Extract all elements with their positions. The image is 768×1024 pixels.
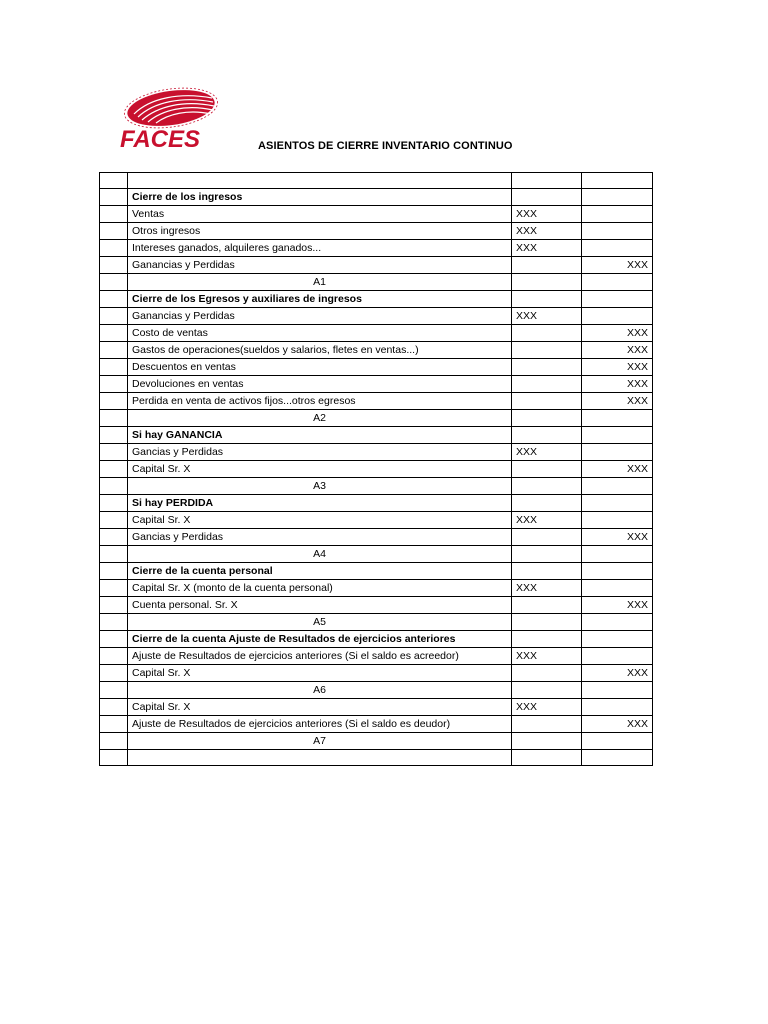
journal-entry-row bbox=[100, 240, 653, 257]
row-number-cell bbox=[100, 189, 128, 206]
debit-cell bbox=[512, 750, 582, 766]
debit-cell: XXX bbox=[512, 206, 582, 223]
credit-cell bbox=[582, 478, 653, 495]
account-description: Ventas bbox=[128, 206, 512, 223]
debit-cell: XXX bbox=[512, 648, 582, 665]
section-header-row bbox=[100, 291, 653, 308]
row-number-cell bbox=[100, 716, 128, 733]
section-header-row bbox=[100, 631, 653, 648]
debit-cell bbox=[512, 682, 582, 699]
debit-cell bbox=[512, 563, 582, 580]
credit-cell bbox=[582, 274, 653, 291]
row-number-cell bbox=[100, 563, 128, 580]
journal-entry-row bbox=[100, 461, 653, 478]
debit-cell: XXX bbox=[512, 223, 582, 240]
journal-entry-row bbox=[100, 257, 653, 274]
entry-label-row bbox=[100, 614, 653, 631]
section-header-row bbox=[100, 563, 653, 580]
debit-cell: XXX bbox=[512, 699, 582, 716]
debit-cell bbox=[512, 274, 582, 291]
account-description: Cuenta personal. Sr. X bbox=[128, 597, 512, 614]
row-number-cell bbox=[100, 173, 128, 189]
debit-cell bbox=[512, 376, 582, 393]
debit-cell bbox=[512, 495, 582, 512]
journal-entry-row bbox=[100, 223, 653, 240]
journal-entry-row bbox=[100, 580, 653, 597]
row-number-cell bbox=[100, 750, 128, 766]
account-description: Capital Sr. X (monto de la cuenta personal) bbox=[128, 580, 512, 597]
row-number-cell bbox=[100, 495, 128, 512]
debit-cell: XXX bbox=[512, 444, 582, 461]
faces-logo bbox=[120, 86, 220, 156]
journal-entry-row bbox=[100, 529, 653, 546]
credit-cell: XXX bbox=[582, 461, 653, 478]
debit-cell: XXX bbox=[512, 580, 582, 597]
entry-label-row bbox=[100, 733, 653, 750]
debit-cell bbox=[512, 325, 582, 342]
account-description: Gastos de operaciones(sueldos y salarios, fletes en ventas...) bbox=[128, 342, 512, 359]
account-description: Perdida en venta de activos fijos...otros egresos bbox=[128, 393, 512, 410]
faces-logo-emblem-icon bbox=[120, 86, 220, 130]
row-number-cell bbox=[100, 733, 128, 750]
credit-cell bbox=[582, 206, 653, 223]
entry-label: A3 bbox=[128, 478, 512, 495]
row-number-cell bbox=[100, 308, 128, 325]
row-number-cell bbox=[100, 291, 128, 308]
debit-cell bbox=[512, 665, 582, 682]
credit-cell: XXX bbox=[582, 393, 653, 410]
entry-label-row bbox=[100, 410, 653, 427]
credit-cell bbox=[582, 699, 653, 716]
credit-cell bbox=[582, 223, 653, 240]
journal-entry-row bbox=[100, 597, 653, 614]
credit-cell bbox=[582, 291, 653, 308]
credit-cell: XXX bbox=[582, 325, 653, 342]
debit-cell bbox=[512, 631, 582, 648]
account-description: Gancias y Perdidas bbox=[128, 444, 512, 461]
section-header: Cierre de la cuenta personal bbox=[128, 563, 512, 580]
journal-table-body bbox=[100, 173, 653, 766]
row-number-cell bbox=[100, 410, 128, 427]
row-number-cell bbox=[100, 699, 128, 716]
credit-cell bbox=[582, 580, 653, 597]
debit-cell bbox=[512, 410, 582, 427]
credit-cell bbox=[582, 495, 653, 512]
debit-cell bbox=[512, 359, 582, 376]
row-number-cell bbox=[100, 682, 128, 699]
entry-label: A4 bbox=[128, 546, 512, 563]
credit-cell: XXX bbox=[582, 257, 653, 274]
credit-cell bbox=[582, 444, 653, 461]
blank-cell bbox=[128, 750, 512, 766]
row-number-cell bbox=[100, 223, 128, 240]
credit-cell bbox=[582, 631, 653, 648]
row-number-cell bbox=[100, 359, 128, 376]
credit-cell bbox=[582, 750, 653, 766]
credit-cell bbox=[582, 682, 653, 699]
credit-cell: XXX bbox=[582, 359, 653, 376]
section-header-row bbox=[100, 495, 653, 512]
section-header: Cierre de los ingresos bbox=[128, 189, 512, 206]
credit-cell bbox=[582, 512, 653, 529]
debit-cell bbox=[512, 393, 582, 410]
credit-cell bbox=[582, 648, 653, 665]
row-number-cell bbox=[100, 461, 128, 478]
journal-entry-row bbox=[100, 206, 653, 223]
section-header-row bbox=[100, 189, 653, 206]
credit-cell: XXX bbox=[582, 716, 653, 733]
credit-cell bbox=[582, 427, 653, 444]
account-description: Capital Sr. X bbox=[128, 699, 512, 716]
account-description: Descuentos en ventas bbox=[128, 359, 512, 376]
credit-cell bbox=[582, 308, 653, 325]
entry-label: A1 bbox=[128, 274, 512, 291]
journal-entry-row bbox=[100, 444, 653, 461]
entry-label: A2 bbox=[128, 410, 512, 427]
credit-cell bbox=[582, 189, 653, 206]
row-number-cell bbox=[100, 614, 128, 631]
entry-label: A7 bbox=[128, 733, 512, 750]
row-number-cell bbox=[100, 325, 128, 342]
section-header: Cierre de los Egresos y auxiliares de ingresos bbox=[128, 291, 512, 308]
debit-cell bbox=[512, 546, 582, 563]
account-description: Ajuste de Resultados de ejercicios anteriores (Si el saldo es deudor) bbox=[128, 716, 512, 733]
debit-cell: XXX bbox=[512, 240, 582, 257]
account-description: Gancias y Perdidas bbox=[128, 529, 512, 546]
journal-entry-row bbox=[100, 512, 653, 529]
entry-label: A6 bbox=[128, 682, 512, 699]
journal-entry-row bbox=[100, 308, 653, 325]
debit-cell: XXX bbox=[512, 308, 582, 325]
row-number-cell bbox=[100, 631, 128, 648]
row-number-cell bbox=[100, 444, 128, 461]
document-title: ASIENTOS DE CIERRE INVENTARIO CONTINUO bbox=[258, 140, 513, 152]
journal-entry-row bbox=[100, 716, 653, 733]
credit-cell: XXX bbox=[582, 665, 653, 682]
credit-cell bbox=[582, 240, 653, 257]
account-description: Capital Sr. X bbox=[128, 461, 512, 478]
row-number-cell bbox=[100, 427, 128, 444]
blank-cell bbox=[128, 173, 512, 189]
row-number-cell bbox=[100, 478, 128, 495]
row-number-cell bbox=[100, 665, 128, 682]
row-number-cell bbox=[100, 580, 128, 597]
account-description: Otros ingresos bbox=[128, 223, 512, 240]
debit-cell bbox=[512, 189, 582, 206]
debit-cell bbox=[512, 597, 582, 614]
journal-entry-row bbox=[100, 699, 653, 716]
debit-cell bbox=[512, 529, 582, 546]
row-number-cell bbox=[100, 648, 128, 665]
credit-cell bbox=[582, 614, 653, 631]
debit-cell bbox=[512, 478, 582, 495]
journal-entry-row bbox=[100, 325, 653, 342]
row-number-cell bbox=[100, 529, 128, 546]
journal-entry-row bbox=[100, 359, 653, 376]
credit-cell bbox=[582, 410, 653, 427]
account-description: Ganancias y Perdidas bbox=[128, 257, 512, 274]
credit-cell bbox=[582, 546, 653, 563]
faces-logo-text: FACES bbox=[120, 126, 201, 153]
credit-cell: XXX bbox=[582, 529, 653, 546]
row-number-cell bbox=[100, 274, 128, 291]
credit-cell bbox=[582, 173, 653, 189]
account-description: Capital Sr. X bbox=[128, 512, 512, 529]
row-number-cell bbox=[100, 342, 128, 359]
entry-label-row bbox=[100, 478, 653, 495]
row-number-cell bbox=[100, 512, 128, 529]
blank-row bbox=[100, 750, 653, 766]
section-header: Si hay PERDIDA bbox=[128, 495, 512, 512]
credit-cell bbox=[582, 733, 653, 750]
row-number-cell bbox=[100, 206, 128, 223]
debit-cell bbox=[512, 461, 582, 478]
account-description: Ajuste de Resultados de ejercicios anteriores (Si el saldo es acreedor) bbox=[128, 648, 512, 665]
entry-label-row bbox=[100, 682, 653, 699]
debit-cell bbox=[512, 173, 582, 189]
account-description: Ganancias y Perdidas bbox=[128, 308, 512, 325]
account-description: Devoluciones en ventas bbox=[128, 376, 512, 393]
credit-cell: XXX bbox=[582, 376, 653, 393]
journal-table bbox=[99, 172, 653, 766]
journal-entry-row bbox=[100, 393, 653, 410]
entry-label: A5 bbox=[128, 614, 512, 631]
credit-cell bbox=[582, 563, 653, 580]
credit-cell: XXX bbox=[582, 342, 653, 359]
entry-label-row bbox=[100, 274, 653, 291]
debit-cell bbox=[512, 733, 582, 750]
credit-cell: XXX bbox=[582, 597, 653, 614]
row-number-cell bbox=[100, 376, 128, 393]
row-number-cell bbox=[100, 597, 128, 614]
blank-row bbox=[100, 173, 653, 189]
section-header: Si hay GANANCIA bbox=[128, 427, 512, 444]
row-number-cell bbox=[100, 546, 128, 563]
debit-cell bbox=[512, 342, 582, 359]
entry-label-row bbox=[100, 546, 653, 563]
section-header: Cierre de la cuenta Ajuste de Resultados de ejercicios anteriores bbox=[128, 631, 512, 648]
debit-cell bbox=[512, 257, 582, 274]
row-number-cell bbox=[100, 257, 128, 274]
debit-cell bbox=[512, 614, 582, 631]
journal-entry-row bbox=[100, 342, 653, 359]
journal-entry-row bbox=[100, 376, 653, 393]
section-header-row bbox=[100, 427, 653, 444]
row-number-cell bbox=[100, 240, 128, 257]
journal-entry-row bbox=[100, 665, 653, 682]
account-description: Costo de ventas bbox=[128, 325, 512, 342]
debit-cell bbox=[512, 427, 582, 444]
debit-cell bbox=[512, 291, 582, 308]
account-description: Intereses ganados, alquileres ganados... bbox=[128, 240, 512, 257]
debit-cell: XXX bbox=[512, 512, 582, 529]
debit-cell bbox=[512, 716, 582, 733]
account-description: Capital Sr. X bbox=[128, 665, 512, 682]
journal-entry-row bbox=[100, 648, 653, 665]
row-number-cell bbox=[100, 393, 128, 410]
